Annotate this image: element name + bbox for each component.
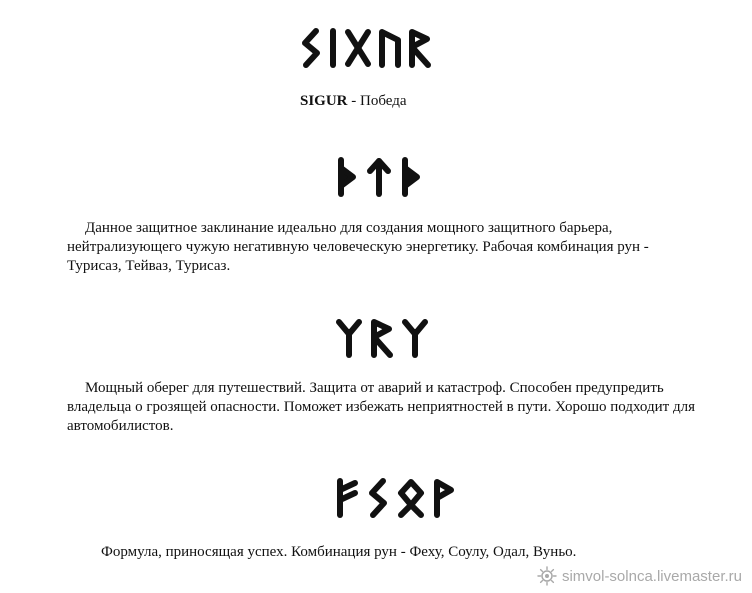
rune-row-travel xyxy=(336,318,428,358)
travel-text: Мощный оберег для путешествий. Защита от аварий и катастроф. Способен предупредить владельца о грозящей опасности. Поможет избежать неприятностей в пути. Хорошо подходит для автомобилистов. xyxy=(67,380,695,434)
rune-row-protection xyxy=(337,157,421,197)
sigur-meaning: - Победа xyxy=(347,93,407,109)
rune-row-sigur xyxy=(300,28,432,68)
uruz-rune-icon xyxy=(378,28,402,68)
raido-rune-icon xyxy=(370,318,394,358)
sun-logo-icon xyxy=(537,566,557,586)
protection-text: Данное защитное заклинание идеально для создания мощного защитного барьера, нейтрализующего чужую негативную человеческую энергетику. Рабочая комбинация рун - Турисаз, Тейваз, Турисаз. xyxy=(67,220,649,274)
tiwaz-rune-icon xyxy=(367,157,391,197)
algiz-rune-icon xyxy=(402,318,428,358)
fehu-rune-icon xyxy=(335,478,359,518)
thurisaz-rune-icon xyxy=(401,157,421,197)
sowilo-rune-icon xyxy=(367,478,389,518)
raido-rune-icon xyxy=(408,28,432,68)
rune-row-success xyxy=(335,478,455,518)
algiz-rune-icon xyxy=(336,318,362,358)
travel-description xyxy=(67,379,707,436)
sowilo-rune-icon xyxy=(300,28,322,68)
watermark xyxy=(537,566,742,586)
othala-rune-icon xyxy=(397,478,425,518)
success-description xyxy=(101,543,576,562)
success-text: Формула, приносящая успех. Комбинация рун - Феху, Соулу, Одал, Вуньо. xyxy=(101,544,577,560)
isa-rune-icon xyxy=(328,28,338,68)
thurisaz-rune-icon xyxy=(337,157,357,197)
sigur-caption xyxy=(300,92,407,111)
wunjo-rune-icon xyxy=(433,478,455,518)
protection-description xyxy=(67,219,707,276)
sigur-title: SIGUR xyxy=(300,93,348,109)
gebo-rune-icon xyxy=(344,28,372,68)
watermark-text: simvol-solnca.livemaster.ru xyxy=(561,567,742,585)
